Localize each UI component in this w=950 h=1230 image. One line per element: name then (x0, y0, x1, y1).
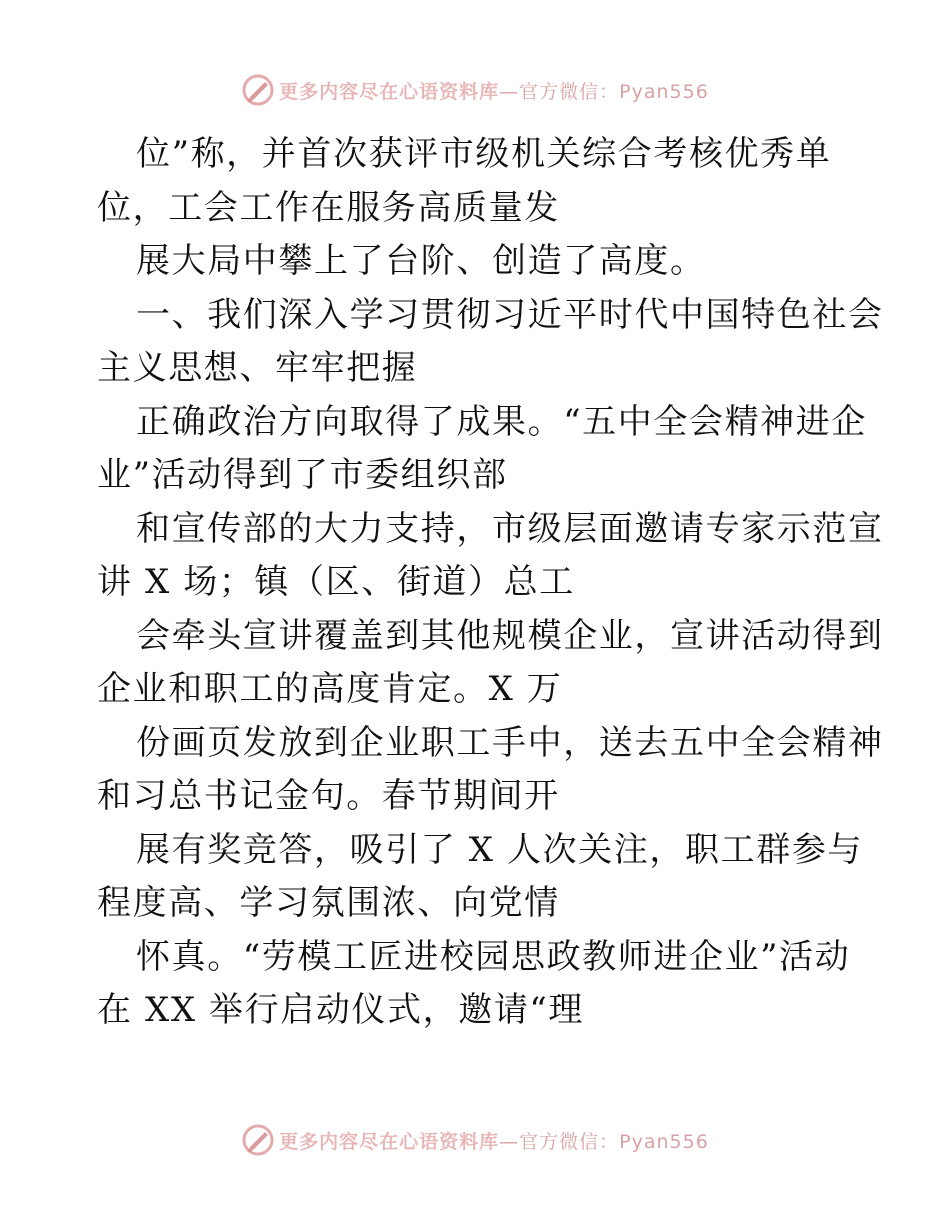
text-line: 正确政治方向取得了成果。“五中全会精神进企 (136, 401, 867, 442)
text-line: 怀真。“劳模工匠进校园思政教师进企业”活动 (136, 936, 851, 977)
text-line: 主义思想、牢牢把握 (97, 348, 418, 388)
text-line: 讲 X 场；镇（区、街道）总工 (97, 562, 575, 602)
text-line: 会牵头宣讲覆盖到其他规模企业，宣讲活动得到 (136, 615, 884, 656)
text-line: 份画页发放到企业职工手中，送去五中全会精神 (136, 722, 884, 763)
pen-circle-logo-icon (241, 73, 275, 107)
text-line: 和习总书记金句。春节期间开 (97, 776, 560, 816)
watermark-main-text: 更多内容尽在心语资料库 (279, 80, 500, 103)
footer-watermark (0, 1120, 950, 1160)
watermark-wechat-text: —官方微信：Pyan556 (499, 80, 709, 103)
text-line: 展大局中攀上了台阶、创造了高度。 (136, 241, 706, 281)
watermark-main-text: 更多内容尽在心语资料库 (279, 1130, 500, 1153)
pen-circle-logo-icon (241, 1123, 275, 1157)
text-line: 位，工会工作在服务高质量发 (97, 187, 560, 228)
text-line: 和宣传部的大力支持，市级层面邀请专家示范宣 (136, 508, 884, 549)
text-line: 业”活动得到了市委组织部 (97, 455, 508, 495)
text-line: 企业和职工的高度肯定。X 万 (97, 669, 563, 709)
text-line: 展有奖竞答，吸引了 X 人次关注，职工群参与 (136, 829, 864, 870)
document-body (97, 128, 884, 1038)
text-line: 在 XX 举行启动仪式，邀请“理 (97, 990, 585, 1030)
text-line: 位”称，并首次获评市级机关综合考核优秀单 (136, 134, 832, 174)
text-line: 程度高、学习氛围浓、向党情 (97, 883, 560, 923)
watermark-wechat-text: —官方微信：Pyan556 (499, 1130, 709, 1153)
text-line: 一、我们深入学习贯彻习近平时代中国特色社会 (136, 294, 884, 335)
header-watermark (0, 70, 950, 110)
